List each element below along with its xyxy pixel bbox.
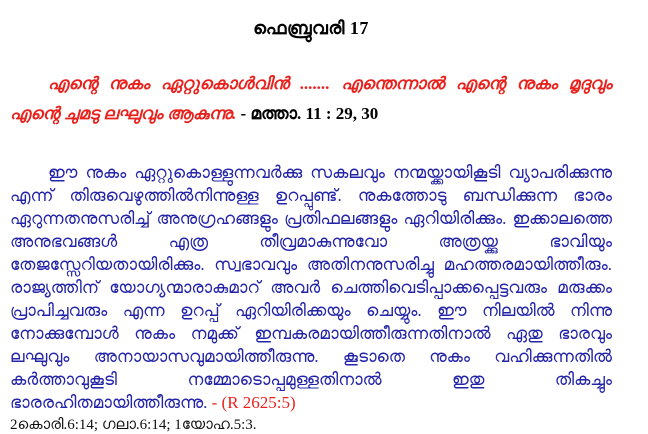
verse-text: എന്റെ നുകം ഏറ്റുകൊൾവിൻ ....... എന്തെന്നാൽ എന്റെ നുകം മൃദുവും എന്റെ ചുമടു ലഘുവും ആകുന്നു. (10, 74, 612, 123)
cross-references: 2കൊരി.6:14; ഗലാ.6:14; 1യോഹ.5:3. (10, 417, 257, 433)
reprint-citation: - (R 2625:5) (211, 393, 296, 412)
body-paragraph (10, 161, 612, 414)
verse-paragraph (10, 69, 612, 129)
page-title: ഫെബ്രുവരി 17 (253, 18, 369, 38)
body-text: ഈ നുകം ഏറ്റുകൊള്ളുന്നവർക്കു സകലവും നന്മയ്ക്കായികൂടി വ്യാപരിക്കുന്നു എന്ന് തിരുവെഴുത്തിൽനിന്നുള്ള ഉറപ്പുണ്ട്. നുകത്തോടു ബന്ധിക്കുന്ന ഭാരം ഏറുന്നതനുസരിച്ച് അനുഗ്രഹങ്ങളും പ്രതിഫലങ്ങളും ഏറിയിരിക്കും. ഇക്കാലത്തെ അനുഭവങ്ങൾ എത്ര തീവ്രമാകുന്നുവോ അത്രയ്ക്കു ഭാവിയും തേജസ്സേറിയതായിരിക്കും. സ്വഭാവവും അതിനനുസരിച്ചു മഹത്തരമായിത്തീരും. രാജ്യത്തിന് യോഗ്യന്മാരാകുമാറ് അവർ ചെത്തിവെടിപ്പാക്കപ്പെട്ടവരും മരുക്കം പ്രാപിച്ചവരും എന്ന ഉറപ്പ് ഏറിയിരിക്കയും ചെയ്യും. ഈ നിലയിൽ നിന്നു നോക്കുമ്പോൾ നുകം നമുക്ക് ഇമ്പകരമായിത്തീരുന്നതിനാൽ ഏതു ഭാരവും ലഘുവും അനായാസവുമായിത്തീരുന്നു. കൂടാതെ നുകം വഹിക്കുന്നതിൽ കർത്താവുകൂടി നമ്മോടൊപ്പമുള്ളതിനാൽ ഇതു തികച്ചും ഭാരരഹിതമായിത്തീരുന്നു. (10, 163, 612, 412)
verse-reference: - മത്താ. 11 : 29, 30 (240, 104, 379, 123)
